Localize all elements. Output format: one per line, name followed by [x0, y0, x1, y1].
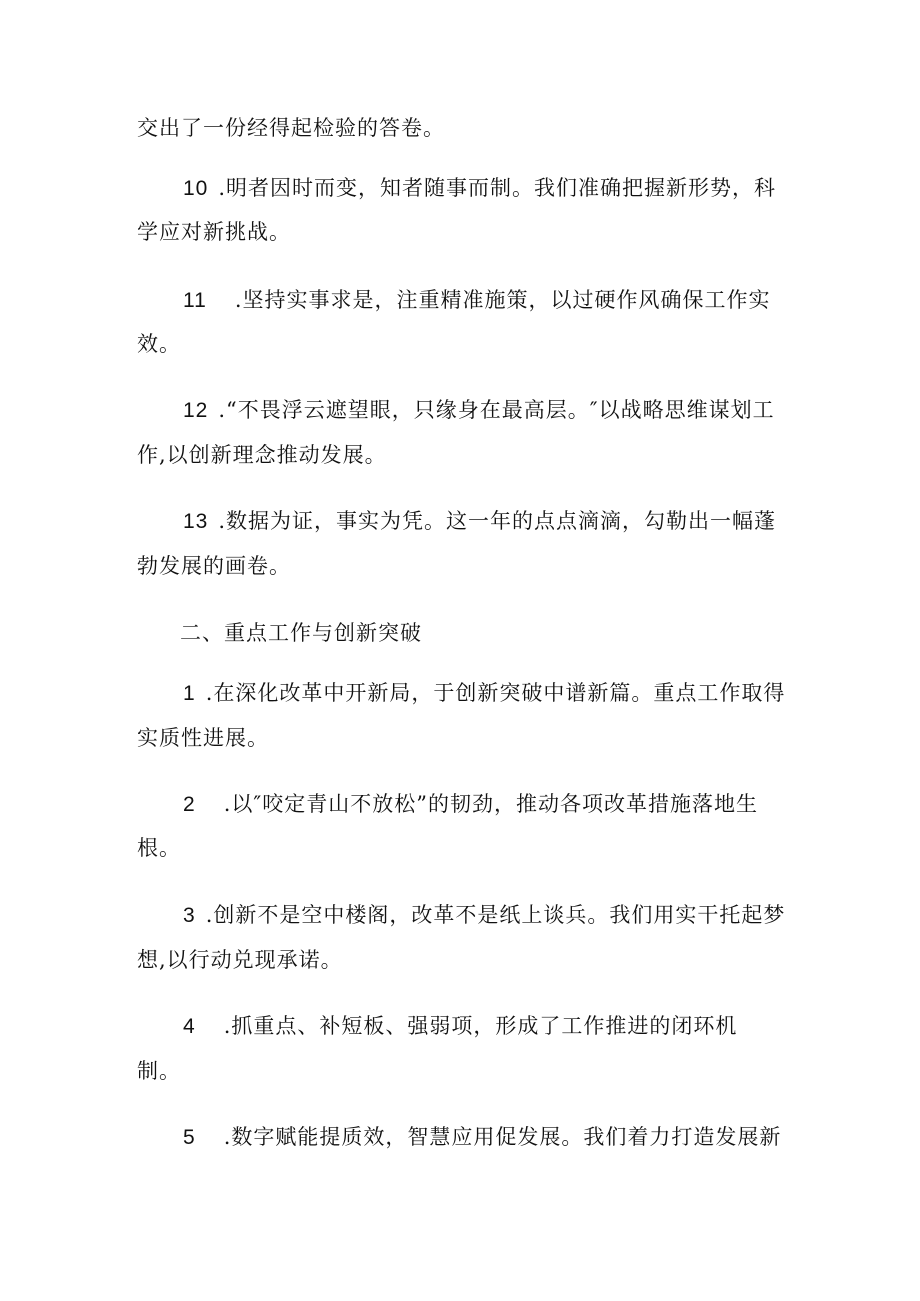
section-heading	[180, 619, 422, 647]
paragraph-line	[183, 396, 775, 425]
heading-text: 二、重点工作与创新突破	[180, 621, 422, 645]
item-number: 3	[183, 904, 196, 927]
paragraph-line	[137, 1057, 181, 1085]
paragraph-line	[183, 174, 776, 203]
text-line: 制。	[137, 1059, 181, 1083]
item-number: 11	[183, 289, 207, 312]
text-line: .明者因时而变，知者随事而制。我们准确把握新形势，科	[218, 176, 777, 200]
text-line: 实质性进展。	[137, 726, 269, 750]
item-number: 10	[183, 177, 209, 200]
item-number: 13	[183, 510, 209, 533]
paragraph-line	[183, 1012, 737, 1041]
text-line: .抓重点、补短板、强弱项，形成了工作推进的闭环机	[223, 1014, 738, 1038]
paragraph-line	[137, 946, 343, 974]
paragraph-line	[137, 330, 181, 358]
text-line: .创新不是空中楼阁，改革不是纸上谈兵。我们用实干托起梦	[205, 903, 786, 927]
paragraph-line	[183, 1123, 781, 1152]
paragraph-line	[183, 286, 771, 315]
text-line: 勃发展的画卷。	[137, 554, 291, 578]
text-line: 效。	[137, 332, 181, 356]
text-line: 学应对新挑战。	[137, 220, 291, 244]
text-line: 作,以创新理念推动发展。	[137, 443, 387, 467]
item-number: 5	[183, 1126, 196, 1149]
paragraph-line	[183, 901, 785, 930]
text-line: 交出了一份经得起检验的答卷。	[137, 116, 445, 140]
item-number: 1	[183, 682, 196, 705]
paragraph-line	[183, 679, 785, 708]
item-number: 4	[183, 1015, 196, 1038]
text-line: .数据为证，事实为凭。这一年的点点滴滴，勾勒出一幅蓬	[218, 509, 777, 533]
text-line: .“不畏浮云遮望眼，只缘身在最高层。″以战略思维谋划工	[218, 398, 775, 422]
paragraph-line	[137, 552, 291, 580]
paragraph-line	[137, 834, 181, 862]
item-number: 2	[183, 793, 196, 816]
paragraph-line	[183, 507, 776, 536]
text-line: 想,以行动兑现承诺。	[137, 948, 343, 972]
paragraph-line	[137, 441, 387, 469]
item-number: 12	[183, 399, 209, 422]
text-line: .数字赋能提质效，智慧应用促发展。我们着力打造发展新	[223, 1125, 782, 1149]
text-line: 根。	[137, 836, 181, 860]
paragraph-line	[137, 114, 445, 142]
text-line: .坚持实事求是，注重精准施策，以过硬作风确保工作实	[234, 288, 771, 312]
paragraph-line	[183, 790, 758, 819]
paragraph-line	[137, 218, 291, 246]
text-line: .以″咬定青山不放松”的韧劲，推动各项改革措施落地生	[223, 792, 758, 816]
text-line: .在深化改革中开新局，于创新突破中谱新篇。重点工作取得	[205, 681, 786, 705]
paragraph-line	[137, 724, 269, 752]
